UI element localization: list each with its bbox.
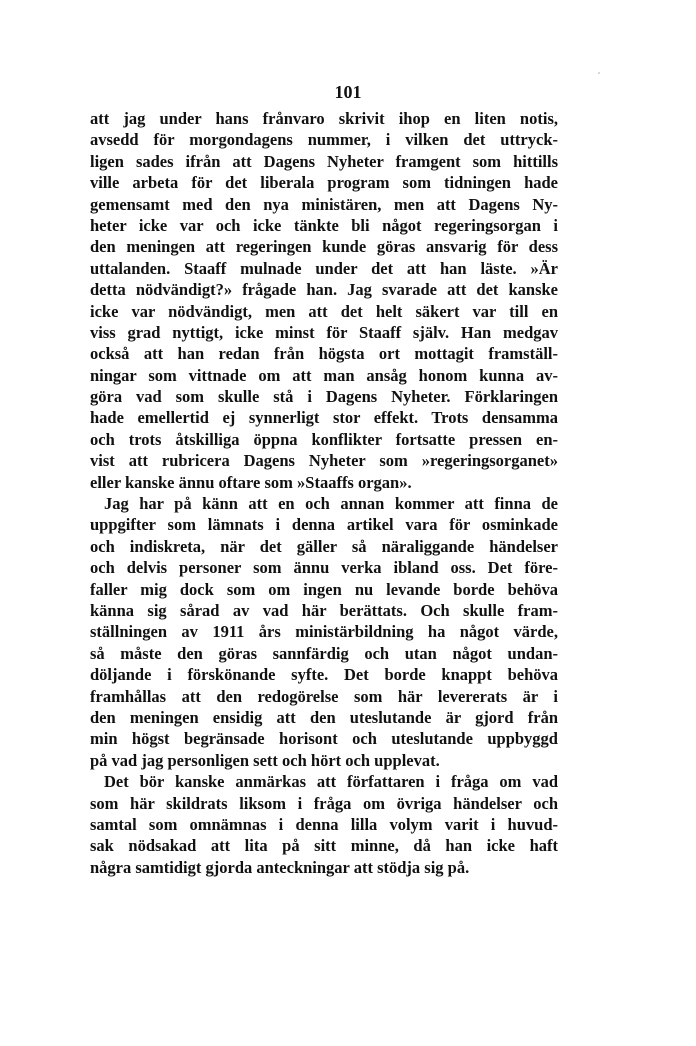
text-line: som här skildrats liksom i fråga om övriga händelser och [90, 793, 558, 813]
text-line: känna sig sårad av vad här berättats. Och skulle fram- [90, 600, 558, 620]
text-line: heter icke var och icke tänkte bli något regeringsorgan i [90, 215, 558, 235]
text-line: gemensamt med den nya ministären, men att Dagens Ny- [90, 194, 558, 214]
text-line: så måste den göras sannfärdig och utan något undan- [90, 643, 558, 663]
text-line: framhållas att den redogörelse som här levererats är i [90, 686, 558, 706]
text-line: sak nödsakad att lita på sitt minne, då han icke haft [90, 836, 558, 856]
scan-speck [598, 72, 600, 74]
text-line: uppgifter som lämnats i denna artikel vara för osminkade [90, 515, 558, 535]
text-line: Det bör kanske anmärkas att författaren i fråga om vad [104, 772, 558, 792]
text-line: samtal som omnämnas i denna lilla volym varit i huvud- [90, 814, 558, 834]
text-line: hade emellertid ej synnerligt stor effekt. Trots densamma [90, 408, 558, 428]
text-line: ville arbeta för det liberala program som tidningen hade [90, 173, 558, 193]
text-line: icke var nödvändigt, men att det helt säkert var till en [90, 301, 558, 321]
text-line: uttalanden. Staaff mulnade under det att han läste. »Är [90, 258, 558, 278]
text-line: och indiskreta, när det gäller så näraliggande händelser [90, 536, 558, 556]
text-line: den meningen att regeringen kunde göras ansvarig för dess [90, 237, 558, 257]
text-line: ningar som vittnade om att man ansåg honom kunna av- [90, 365, 558, 385]
text-line: viss grad nyttigt, icke minst för Staaff själv. Han medgav [90, 322, 558, 342]
text-line: också att han redan från högsta ort mottagit framställ- [90, 344, 558, 364]
text-line: att jag under hans frånvaro skrivit ihop en liten notis, [90, 109, 558, 128]
text-line: vist att rubricera Dagens Nyheter som »regeringsorganet» [90, 451, 558, 471]
text-line: min högst begränsade horisont och uteslutande uppbyggd [90, 729, 558, 749]
body-text [90, 108, 558, 878]
text-line: döljande i förskönande syfte. Det borde knappt behöva [90, 665, 558, 685]
text-line: den meningen ensidig att den uteslutande är gjord från [90, 707, 558, 727]
page-number: 101 [334, 82, 362, 102]
text-line: faller mig dock som om ingen nu levande borde behöva [90, 579, 558, 599]
text-line: ställningen av 1911 års ministärbildning ha något värde, [90, 622, 558, 642]
text-line: avsedd för morgondagens nummer, i vilken det uttryck- [90, 130, 558, 150]
text-line: och delvis personer som ännu verka ibland oss. Det före- [90, 558, 558, 578]
text-line: på vad jag personligen sett och hört och upplevat. [90, 750, 440, 770]
text-line: detta nödvändigt?» frågade han. Jag svarade att det kanske [90, 280, 558, 300]
text-line: göra vad som skulle stå i Dagens Nyheter. Förklaringen [90, 387, 558, 407]
text-line: eller kanske ännu oftare som »Staaffs organ». [90, 472, 412, 492]
text-line: ligen sades ifrån att Dagens Nyheter framgent som hittills [90, 151, 558, 171]
text-line: några samtidigt gjorda anteckningar att stödja sig på. [90, 857, 470, 877]
text-line: Jag har på känn att en och annan kommer att finna de [104, 494, 558, 514]
text-line: och trots åtskilliga öppna konflikter fortsatte pressen en- [90, 429, 558, 449]
